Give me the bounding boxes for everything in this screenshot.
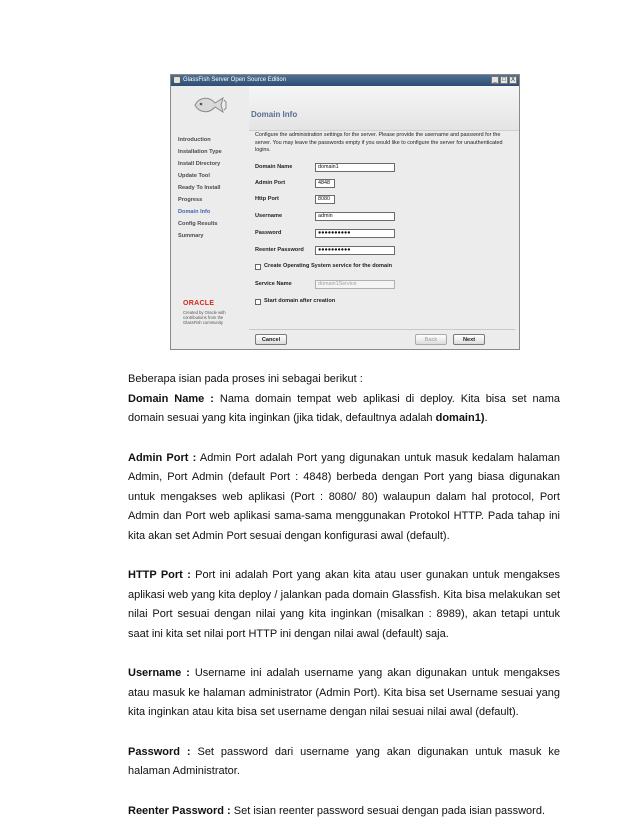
step-domain-info: Domain Info <box>178 209 211 215</box>
step-introduction: Introduction <box>178 137 211 143</box>
term-http-port: HTTP Port : <box>128 569 191 581</box>
password-label: Password <box>255 230 282 236</box>
step-config-results: Config Results <box>178 221 218 227</box>
minimize-button[interactable]: _ <box>491 76 499 84</box>
http-port-input[interactable]: 8080 <box>315 195 335 204</box>
paragraph-domain-name: Domain Name : Nama domain tempat web aplikasi di deploy. Kita bisa set nama domain sesuai yang kita inginkan (jika tidak, defaultnya adalah domain1). <box>128 392 560 424</box>
step-summary: Summary <box>178 233 204 239</box>
term-admin-port: Admin Port : <box>128 451 197 464</box>
paragraph-http-port: HTTP Port : Port ini adalah Port yang akan kita atau user gunakan untuk mengakses aplikasi web yang kita deploy / jalankan pada domain Glassfish. Kita bisa melakukan set nilai Port sesuai dengan nilai yang kita inginkan (misalkan : 8989), akan tetapi untuk saat ini kita set nilai port HTTP ini dengan nilai awal (default) saja. <box>128 569 561 640</box>
domain-name-input[interactable]: domain1 <box>315 163 395 172</box>
domain-name-label: Domain Name <box>255 164 293 170</box>
panel-title: Domain Info <box>251 110 298 119</box>
footer-divider <box>249 329 515 330</box>
step-install-directory: Install Directory <box>178 161 221 167</box>
window-titlebar <box>171 75 519 86</box>
service-name-label: Service Name <box>255 281 292 287</box>
term-username: Username : <box>128 667 190 679</box>
steps-pane <box>171 86 249 349</box>
start-domain-checkbox-label: Start domain after creation <box>264 298 336 304</box>
app-icon <box>174 77 180 83</box>
back-button[interactable]: Back <box>415 334 447 345</box>
admin-port-label: Admin Port <box>255 180 286 186</box>
installer-window <box>170 74 520 350</box>
paragraph-username: Username : Username ini adalah username yang akan digunakan untuk mengakses atau masuk ke halaman administrator (Admin Port). Kita bisa set Username sesuai yang kita inginkan atau kita bisa set username dengan nilai sesuai nilai awal (default). <box>128 667 560 718</box>
reenter-password-label: Reenter Password <box>255 247 304 253</box>
username-label: Username <box>255 213 283 219</box>
service-name-input: domain1Service <box>315 280 395 289</box>
glassfish-logo-icon <box>193 94 229 116</box>
step-installation-type: Installation Type <box>178 149 222 155</box>
maximize-button[interactable]: □ <box>500 76 508 84</box>
paragraph-reenter-password: Reenter Password : Set isian reenter password sesuai dengan pada isian password. <box>128 804 546 817</box>
paragraph-admin-port: Admin Port : Admin Port adalah Port yang digunakan untuk masuk kedalam halaman Admin, Port Admin (default Port : 4848) berbeda dengan Port yang biasa digunakan untuk mengakses web aplikasi (Port : 8080/ 80) walaupun dalam hal protocol, Port Admin dan Port web aplikasi sama-sama menggunakan Protokol HTTP. Pada tahap ini kita akan set Admin Port sesuai dengan konfigurasi awal (default). <box>128 451 560 542</box>
panel-header <box>249 86 519 131</box>
window-controls <box>491 76 517 84</box>
step-ready-to-install: Ready To Install <box>178 185 221 191</box>
step-update-tool: Update Tool <box>178 173 210 179</box>
cancel-button[interactable]: Cancel <box>255 334 287 345</box>
close-button[interactable]: X <box>510 77 515 83</box>
installer-steps <box>178 134 222 242</box>
username-input[interactable]: admin <box>315 212 395 221</box>
step-progress: Progress <box>178 197 203 203</box>
paragraph-password: Password : Set password dari username yang akan digunakan untuk masuk ke halaman Administrator. <box>128 745 561 777</box>
term-password: Password : <box>128 745 191 758</box>
oracle-logo: ORACLE <box>183 300 215 307</box>
start-domain-checkbox[interactable] <box>255 299 261 305</box>
reenter-password-input[interactable]: ●●●●●●●●●● <box>315 246 395 255</box>
admin-port-input[interactable]: 4848 <box>315 179 335 188</box>
window-title: GlassFish Server Open Source Edition <box>183 77 287 83</box>
http-port-label: Http Port <box>255 196 279 202</box>
domain-info-form <box>249 130 519 349</box>
term-reenter-password: Reenter Password : <box>128 804 231 817</box>
password-input[interactable]: ●●●●●●●●●● <box>315 229 395 238</box>
os-service-checkbox[interactable] <box>255 264 261 270</box>
form-description: Configure the administration settings for the server. Please provide the username and password for the server. You may leave the passwords empty if you would like to configure the server for unauthenticated logins. <box>255 132 503 154</box>
vendor-note: Created by Oracle with contributions from the GlassFish community <box>183 310 226 325</box>
document-body <box>128 370 560 821</box>
os-service-checkbox-label: Create Operating System service for the domain <box>264 263 393 269</box>
term-domain-name: Domain Name : <box>128 392 214 405</box>
intro-line: Beberapa isian pada proses ini sebagai berikut : <box>128 373 363 385</box>
next-button[interactable]: Next <box>453 334 485 345</box>
